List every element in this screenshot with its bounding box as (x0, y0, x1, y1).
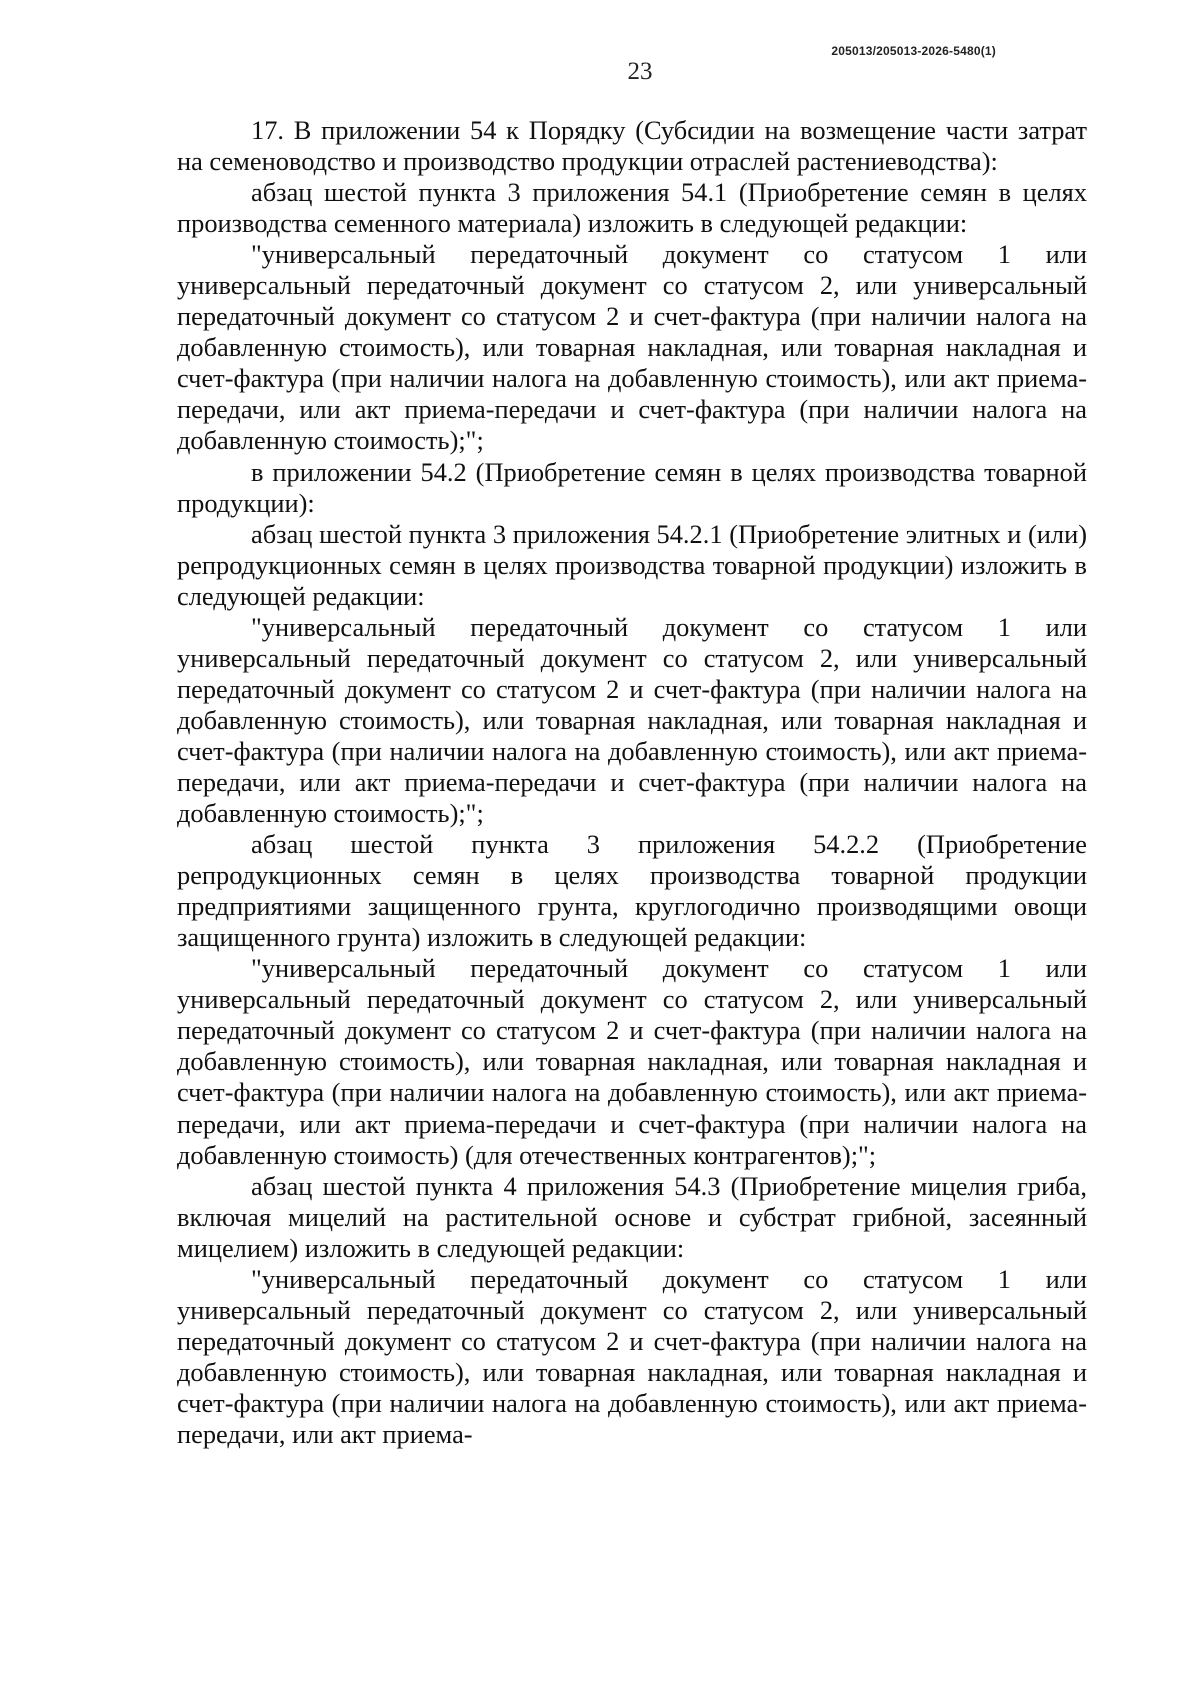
page-number: 23 (627, 58, 653, 85)
paragraph-appendix-54-2-intro: в приложении 54.2 (Приобретение семян в целях производства товарной продукции): (177, 456, 1087, 518)
document-registration-number: 205013/205013-2026-5480(1) (831, 44, 996, 58)
paragraph-appendix-54-2-1-text: "универсальный передаточный документ со статусом 1 или универсальный передаточный документ со статусом 2, или универсальный передаточный документ со статусом 2 и счет-фактура (при наличии налога на добавленную стоимость), или товарная накладная, или товарная накладная и счет-фактура (при наличии налога на добавленную стоимость), или акт приема-передачи, или акт приема-передачи и счет-фактура (при наличии налога на добавленную стоимость);"; (177, 611, 1087, 829)
paragraph-appendix-54-2-2-text: "универсальный передаточный документ со статусом 1 или универсальный передаточный документ со статусом 2, или универсальный передаточный документ со статусом 2 и счет-фактура (при наличии налога на добавленную стоимость), или товарная накладная, или товарная накладная и счет-фактура (при наличии налога на добавленную стоимость), или акт приема-передачи, или акт приема-передачи и счет-фактура (при наличии налога на добавленную стоимость) (для отечественных контрагентов);"; (177, 953, 1087, 1170)
paragraph-item-17: 17. В приложении 54 к Порядку (Субсидии на возмещение части затрат на семеноводство и производство продукции отраслей растениеводства): (177, 115, 1087, 177)
paragraph-appendix-54-2-2-intro: абзац шестой пункта 3 приложения 54.2.2 (Приобретение репродукционных семян в целях производства товарной продукции предприятиями защищенного грунта, круглогодично производящими овощи защищенного грунта) изложить в следующей редакции: (177, 829, 1087, 953)
paragraph-appendix-54-1-text: "универсальный передаточный документ со статусом 1 или универсальный передаточный документ со статусом 2, или универсальный передаточный документ со статусом 2 и счет-фактура (при наличии налога на добавленную стоимость), или товарная накладная, или товарная накладная и счет-фактура (при наличии налога на добавленную стоимость), или акт приема-передачи, или акт приема-передачи и счет-фактура (при наличии налога на добавленную стоимость);"; (177, 239, 1087, 456)
paragraph-appendix-54-3-intro: абзац шестой пункта 4 приложения 54.3 (Приобретение мицелия гриба, включая мицелий на растительной основе и субстрат грибной, засеянный мицелием) изложить в следующей редакции: (177, 1170, 1087, 1263)
document-body (177, 115, 1087, 1450)
paragraph-appendix-54-2-1-intro: абзац шестой пункта 3 приложения 54.2.1 (Приобретение элитных и (или) репродукционных семян в целях производства товарной продукции) изложить в следующей редакции: (177, 518, 1087, 611)
paragraph-appendix-54-3-text: "универсальный передаточный документ со статусом 1 или универсальный передаточный документ со статусом 2, или универсальный передаточный документ со статусом 2 и счет-фактура (при наличии налога на добавленную стоимость), или товарная накладная, или товарная накладная и счет-фактура (при наличии налога на добавленную стоимость), или акт приема-передачи, или акт приема- (177, 1263, 1087, 1449)
paragraph-appendix-54-1-intro: абзац шестой пункта 3 приложения 54.1 (Приобретение семян в целях производства семенного материала) изложить в следующей редакции: (177, 177, 1087, 239)
